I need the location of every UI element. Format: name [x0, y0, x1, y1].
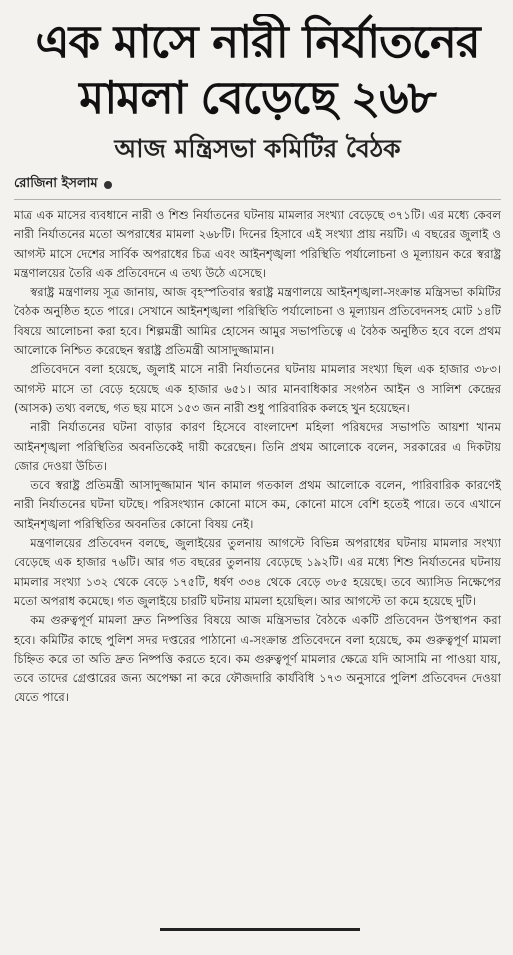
bullet-icon [104, 181, 112, 189]
paragraph-7: কম গুরুত্বপূর্ণ মামলা দ্রুত নিষ্পত্তির বিষয়ে আজ মন্ত্রিসভার বৈঠকে একটি প্রতিবেদন উপস্থাপন করা হবে। কমিটির কাছে পুলিশ সদর দপ্তরের পাঠানো এ-সংক্রান্ত প্রতিবেদনে বলা হয়েছে, কম গুরুত্বপূর্ণ মামলা চিহ্নিত করে তা অতি দ্রুত নিষ্পত্তি করতে হবে। কম গুরুত্বপূর্ণ মামলার ক্ষেত্রে যদি আসামি না পাওয়া যায়, তবে তাদের গ্রেপ্তারের জন্য অপেক্ষা না করে ফৌজদারি কার্যবিধি ১৭৩ অনুসারে পুলিশ প্রতিবেদন দেওয়া যেতে পারে। [14, 613, 501, 705]
paragraph-6: মন্ত্রণালয়ের প্রতিবেদন বলছে, জুলাইয়ের তুলনায় আগস্টে বিভিন্ন অপরাধের ঘটনায় মামলার সংখ্যা বেড়েছে এক হাজার ৭৬টি। আর গত বছরের তুলনায় বেড়েছে ১৯২টি। এর মধ্যে শিশু নির্যাতনের ঘটনায় মামলার সংখ্যা ১৩২ থেকে বেড়ে ১৭৫টি, ধর্ষণ ৩৩৪ থেকে বেড়ে ৩৮৫ হয়েছে। তবে অ্যাসিড নিক্ষেপের মতো অপরাধ কমেছে। গত জুলাইয়ে চারটি ঘটনায় মামলা হয়েছিল। আর আগস্টে তা কমে হয়েছে দুটি। [14, 536, 501, 608]
paragraph-1: মাত্র এক মাসের ব্যবধানে নারী ও শিশু নির্যাতনের ঘটনায় মামলার সংখ্যা বেড়েছে ৩৭১টি। এর মধ্যে কেবল নারী নির্যাতনের মতো অপরাধের মামলা ২৬৮টি। দিনের হিসাবে এই সংখ্যা প্রায় নয়টি। এ বছরের জুলাই ও আগস্ট মাসে দেশের সার্বিক অপরাধের চিত্র এবং আইনশৃঙ্খলা পরিস্থিতি পর্যালোচনা ও মূল্যায়ন করে স্বরাষ্ট্র মন্ত্রণালয়ের তৈরি এক প্রতিবেদনে এ তথ্য উঠে এসেছে। [14, 208, 501, 280]
subheadline: আজ মন্ত্রিসভা কমিটির বৈঠক [114, 134, 401, 163]
byline-row [14, 174, 501, 195]
article-body [14, 206, 501, 708]
paragraph-5: তবে স্বরাষ্ট্র প্রতিমন্ত্রী আসাদুজ্জামান খান কামাল গতকাল প্রথম আলোকে বলেন, পারিবারিক কারণেই নারী নির্যাতনের ঘটনা ঘটছে। পরিসংখ্যান কোনো মাসে কম, কোনো মাসে বেশি হতেই পারে। তবে এখানে আইনশৃঙ্খলা পরিস্থিতির অবনতির কোনো বিষয় নেই। [14, 478, 501, 531]
byline: রোজিনা ইসলাম [14, 176, 98, 191]
paragraph-4: নারী নির্যাতনের ঘটনা বাড়ার কারণ হিসেবে বাংলাদেশ মহিলা পরিষদের সভাপতি আয়শা খানম আইনশৃঙ্খলা পরিস্থিতির অবনতিকেই দায়ী করেছেন। তিনি প্রথম আলোকে বলেন, সরকারের এ দিকটায় জোর দেওয়া উচিত। [14, 420, 501, 473]
headline-line-2: মামলা বেড়েছে ২৬৮ [79, 71, 436, 124]
byline-divider [14, 199, 501, 200]
cropped-next-headline-fragment [160, 928, 360, 955]
paragraph-2: স্বরাষ্ট্র মন্ত্রণালয় সূত্র জানায়, আজ বৃহস্পতিবার স্বরাষ্ট্র মন্ত্রণালয়ে আইনশৃঙ্খলা-সংক্রান্ত মন্ত্রিসভা কমিটির বৈঠক অনুষ্ঠিত হতে পারে। সেখানে আইনশৃঙ্খলা পরিস্থিতি পর্যালোচনা ও মূল্যায়ন প্রতিবেদনসহ মোট ১৪টি বিষয়ে আলোচনা করা হবে। শিল্পমন্ত্রী আমির হোসেন আমুর সভাপতিত্বে এ বৈঠক অনুষ্ঠিত হবে বলে প্রথম আলোকে নিশ্চিত করেছেন স্বরাষ্ট্র প্রতিমন্ত্রী আসাদুজ্জামান। [14, 285, 501, 358]
headline-line-1: এক মাসে নারী নির্যাতনের [35, 15, 480, 68]
paragraph-3: প্রতিবেদনে বলা হয়েছে, জুলাই মাসে নারী নির্যাতনের ঘটনায় মামলার সংখ্যা ছিল এক হাজার ৩৮৩। আগস্ট মাসে তা বেড়ে হয়েছে এক হাজার ৬৫১। আর মানবাধিকার সংগঠন আইন ও সালিশ কেন্দ্রের (আসক) তথ্য বলছে, গত ছয় মাসে ১৫৩ জন নারী শুধু পারিবারিক কলহে খুন হয়েছেন। [14, 362, 501, 415]
